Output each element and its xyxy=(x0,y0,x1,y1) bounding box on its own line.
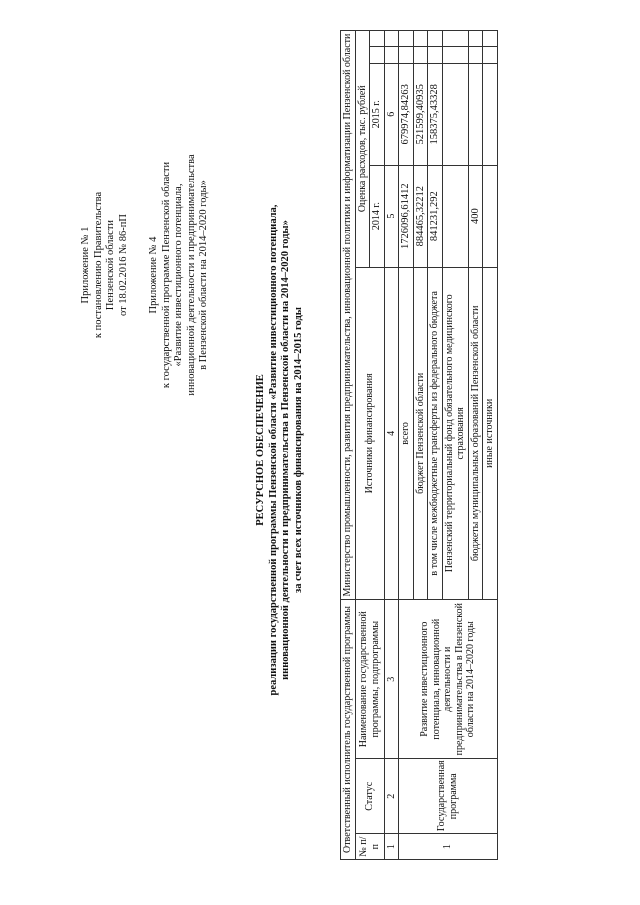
empty-cell xyxy=(399,31,414,47)
value-2014: 1726096,61412 xyxy=(399,165,414,267)
value-2014: 400 xyxy=(468,165,483,267)
header-sources: Источники финансирования xyxy=(355,267,384,600)
header-year-2014: 2014 г. xyxy=(370,165,385,267)
title-line: РЕСУРСНОЕ ОБЕСПЕЧЕНИЕ xyxy=(255,374,266,526)
column-index-row xyxy=(384,31,399,860)
column-index: 6 xyxy=(384,63,399,165)
appendix-4-line: инновационной деятельности и предпринимательства xyxy=(185,154,197,396)
empty-cell xyxy=(413,47,428,63)
source-label: иные источники xyxy=(483,267,498,600)
value-2014: 884465,32212 xyxy=(413,165,428,267)
empty-cell xyxy=(413,31,428,47)
responsible-row xyxy=(341,31,356,860)
value-2014: 841231,292 xyxy=(428,165,443,267)
resource-table xyxy=(340,30,498,860)
empty-cell xyxy=(384,47,399,63)
value-2015 xyxy=(442,63,468,165)
empty-cell xyxy=(370,31,385,47)
title-line: инновационной деятельности и предпринимательства в Пензенской области на 2014–2020 годы» xyxy=(280,220,291,680)
empty-cell xyxy=(483,31,498,47)
empty-cell xyxy=(384,31,399,47)
appendix-4-line: «Развитие инвестиционного потенциала, xyxy=(173,183,184,367)
empty-cell xyxy=(468,47,483,63)
header-year-2015: 2015 г. xyxy=(370,63,385,165)
empty-cell xyxy=(442,31,468,47)
source-label: бюджеты муниципальных образований Пензенской области xyxy=(468,267,483,600)
title-line: за счет всех источников финансирования на 2014–2015 годы xyxy=(292,306,304,594)
value-2014 xyxy=(483,165,498,267)
value-2015 xyxy=(468,63,483,165)
row-number: 1 xyxy=(399,834,498,860)
empty-cell xyxy=(428,47,443,63)
value-2015: 158375,43328 xyxy=(428,63,443,165)
table-row xyxy=(399,31,414,860)
value-2015: 521599,40935 xyxy=(413,63,428,165)
appendix-4-block xyxy=(148,115,211,435)
empty-cell xyxy=(468,31,483,47)
empty-cell xyxy=(428,31,443,47)
appendix-4-line: Приложение № 4 xyxy=(148,236,159,314)
column-index: 5 xyxy=(384,165,399,267)
header-num: № п/п xyxy=(355,834,384,860)
value-2014 xyxy=(442,165,468,267)
responsible-value: Министерство промышленности, развития предпринимательства, инновационной политики и информатизации Пензенской области xyxy=(341,31,356,600)
source-label: всего xyxy=(399,267,414,600)
value-2015 xyxy=(483,63,498,165)
responsible-label: Ответственный исполнитель государственной программы xyxy=(341,600,356,860)
appendix-1-block xyxy=(80,115,130,415)
empty-cell xyxy=(442,47,468,63)
source-label: Пензенский территориальный фонд обязательного медицинского страхования xyxy=(442,267,468,600)
row-program-name: Развитие инвестиционного потенциала, инновационной деятельности и предпринимательства в Пензенской области на 2014–2020 годы xyxy=(399,600,498,759)
header-status: Статус xyxy=(355,759,384,834)
header-row xyxy=(355,31,370,860)
document-title xyxy=(255,55,305,845)
appendix-1-line: от 18.02.2016 № 86-пП xyxy=(117,213,129,317)
empty-cell xyxy=(483,47,498,63)
appendix-1-line: к постановлению Правительства xyxy=(92,191,104,339)
title-line: реализации государственной программы Пензенской области «Развитие инвестиционного потенциала, xyxy=(267,204,279,696)
appendix-1-line: Приложение № 1 xyxy=(80,226,91,304)
source-label: бюджет Пензенской области xyxy=(413,267,428,600)
empty-cell xyxy=(370,47,385,63)
value-2015: 679974,84263 xyxy=(399,63,414,165)
source-label: в том числе межбюджетные трансферты из федерального бюджета xyxy=(428,267,443,600)
column-index: 2 xyxy=(384,759,399,834)
appendix-4-line: в Пензенской области на 2014–2020 годы» xyxy=(198,180,209,370)
column-index: 1 xyxy=(384,834,399,860)
appendix-4-line: к государственной программе Пензенской области xyxy=(160,161,172,389)
row-status: Государственная программа xyxy=(399,759,498,834)
column-index: 4 xyxy=(384,267,399,600)
header-name: Наименование государственной программы, подпрограммы xyxy=(355,600,384,759)
appendix-1-line: Пензенской области xyxy=(105,219,116,311)
empty-cell xyxy=(399,47,414,63)
header-estimate: Оценка расходов, тыс. рублей xyxy=(355,31,370,268)
column-index: 3 xyxy=(384,600,399,759)
